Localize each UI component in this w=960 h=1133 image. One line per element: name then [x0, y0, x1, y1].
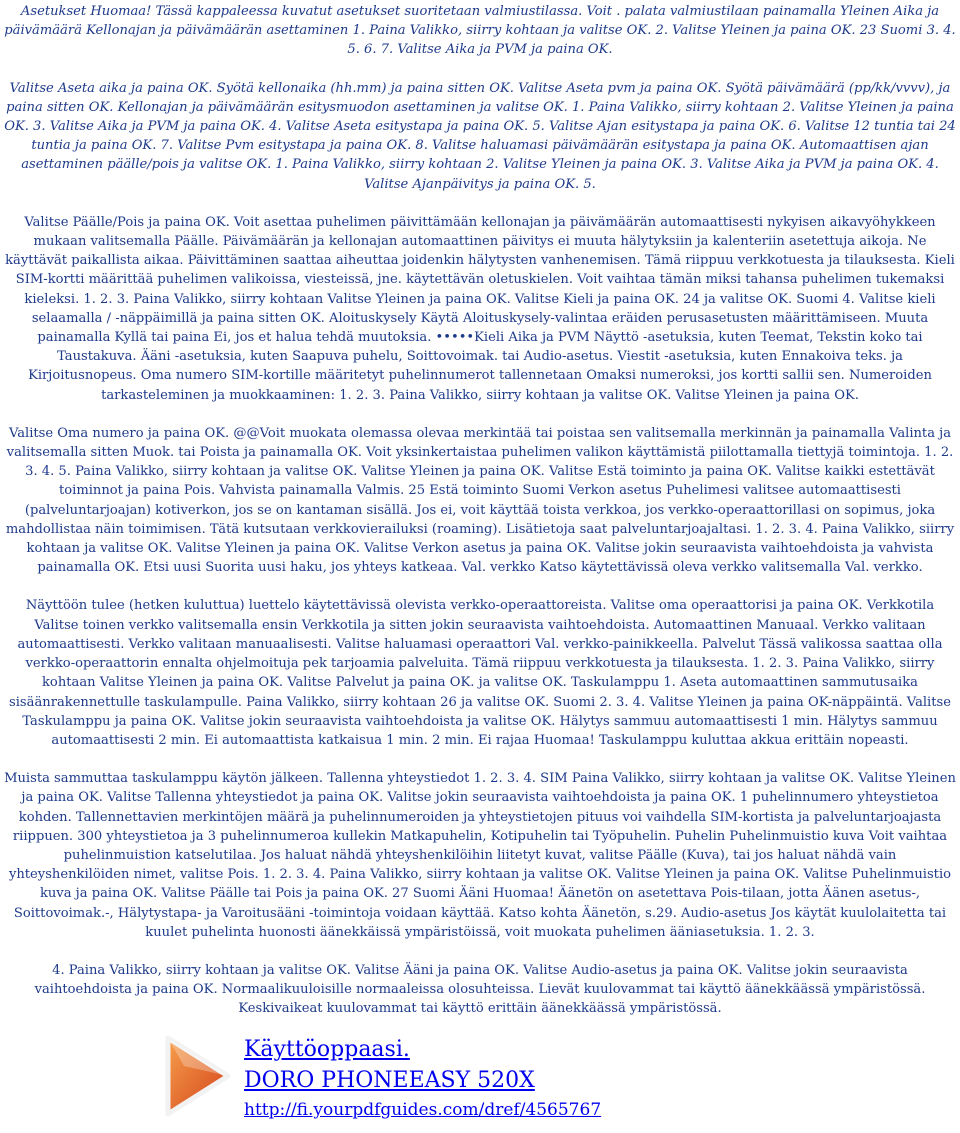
footer: [154, 1032, 954, 1132]
paragraph: Valitse Päälle/Pois ja paina OK. Voit asettaa puhelimen päivittämään kellonajan ja päivämäärän automaattisesti nykyisen aikavyöhykkeen mukaan valitsemalla Päälle. Päivämäärän ja kellonajan automaattinen päivitys ei muuta hälytyksiin ja kalenteriin asetettuja aikoja. Ne käyttävät paikallista aikaa. Päivittäminen saattaa aiheuttaa joidenkin hälytysten vanhenemisen. Tämä riippuu verkkotuesta ja tilauksesta. Kieli SIM-kortti määrittää puhelimen valikoissa, viesteissä, jne. käytettävän oletuskielen. Voit vaihtaa tämän miksi tahansa puhelimen tukemaksi kieleksi. 1. 2. 3. Paina Valikko, siirry kohtaan Valitse Yleinen ja paina OK. Valitse Kieli ja paina OK. 24 ja valitse OK. Suomi 4. Valitse kieli selaamalla / -näppäimillä ja paina sitten OK. Aloituskysely Käytä Aloituskysely-valintaa eräiden perusasetusten määrittämiseen. Muuta painamalla Kyllä tai paina Ei, jos et halua tehdä muutoksia. •••••Kieli Aika ja PVM Näyttö -asetuksia, kuten Teemat, Tekstin koko tai Taustakuva. Ääni -asetuksia, kuten Saapuva puhelu, Soittovoimak. tai Audio-asetus. Viestit -asetuksia, kuten Ennakoiva teks. ja Kirjoitusnopeus. Oma numero SIM-kortille määritetyt puhelinnumerot tallennetaan Omaksi numeroksi, jos kortti sallii sen. Numeroiden tarkasteleminen ja muokkaaminen: 1. 2. 3. Paina Valikko, siirry kohtaan ja valitse OK. Valitse Yleinen ja paina OK.: [5, 214, 955, 403]
document-body: [4, 2, 956, 1019]
paragraph: Muista sammuttaa taskulamppu käytön jälkeen. Tallenna yhteystiedot 1. 2. 3. 4. SIM Paina Valikko, siirry kohtaan ja valitse OK. Valitse Yleinen ja paina OK. Valitse Tallenna yhteystiedot ja paina OK. Valitse jokin seuraavista vaihtoehdoista ja paina OK. 1 puhelinnumero yhteystietoa kohden. Tallennettavien merkintöjen määrä ja puhelinnumeroiden ja yhteystietojen pituus voi vaihdella SIM-kortista ja palveluntarjoajasta riippuen. 300 yhteystietoa ja 3 puhelinnumeroa kullekin Matkapuhelin, Kotipuhelin tai Työpuhelin. Puhelin Puhelinmuistio kuva Voit vaihtaa puhelinmuistion katselutilaa. Jos haluat nähdä yhteyshenkilöihin liitetyt kuvat, valitse Päälle (Kuva), tai jos haluat nähdä vain yhteyshenkilöiden nimet, valitse Pois. 1. 2. 3. 4. Paina Valikko, siirry kohtaan ja valitse OK. Valitse Yleinen ja paina OK. Valitse Puhelinmuistio kuva ja paina OK. Valitse Päälle tai Pois ja paina OK. 27 Suomi Ääni Huomaa! Äänetön on asetettava Pois-tilaan, jotta Äänen asetus-, Soittovoimak.-, Hälytystapa- ja Varoitusääni -toimintoja voidaan käyttää. Katso kohta Äänetön, s.29. Audio-asetus Jos käytät kuulolaitetta tai kuulet puhelinta huonosti äänekkäissä ympäristöissä, voit muokata puhelimen ääniasetuksia. 1. 2. 3.: [4, 771, 956, 940]
url-link[interactable]: http://fi.yourpdfguides.com/dref/4565767: [244, 1100, 602, 1120]
manual-link[interactable]: Käyttöoppaasi.: [244, 1037, 410, 1062]
product-link[interactable]: DORO PHONEEASY 520X: [244, 1068, 535, 1093]
pdf-guides-play-logo-icon: [154, 1032, 234, 1122]
paragraph: Näyttöön tulee (hetken kuluttua) luettelo käytettävissä olevista verkko-operaattoreista. Valitse oma operaattorisi ja paina OK. Verkkotila Valitse toinen verkko valitsemalla ensin Verkkotila ja sitten jokin seuraavista vaihtoehdoista. Automaattinen Manuaal. Verkko valitaan automaattisesti. Verkko valitaan manuaalisesti. Valitse haluamasi operaattori Val. verkko-painikkeella. Palvelut Tässä valikossa saattaa olla verkko-operaattorin ennalta ohjelmoituja pek tarjoamia palveluita. Tämä riippuu verkkotuesta ja tilauksesta. 1. 2. 3. Paina Valikko, siirry kohtaan Valitse Yleinen ja paina OK. Valitse Palvelut ja paina OK. ja valitse OK. Taskulamppu 1. Aseta automaattinen sammutusaika sisäänrakennettulle taskulampulle. Paina Valikko, siirry kohtaan 26 ja valitse OK. Suomi 2. 3. 4. Valitse Yleinen ja paina OK-näppäintä. Valitse Taskulamppu ja paina OK. Valitse jokin seuraavista vaihtoehdoista ja valitse OK. Hälytys sammuu automaattisesti 1 min. Hälytys sammuu automaattisesti 2 min. Ei automaattista katkaisua 1 min. 2 min. Ei rajaa Huomaa! Taskulamppu kuluttaa akkua erittäin nopeasti.: [9, 598, 951, 748]
paragraph: Valitse Oma numero ja paina OK. @@Voit muokata olemassa olevaa merkintää tai poistaa sen valitsemalla merkinnän ja painamalla Valinta ja valitsemalla sitten Muok. tai Poista ja painamalla OK. Voit yksinkertaistaa puhelimen valikon käyttämistä piilottamalla tiettyjä toimintoja. 1. 2. 3. 4. 5. Paina Valikko, siirry kohtaan ja valitse OK. Valitse Yleinen ja paina OK. Valitse Estä toiminto ja paina OK. Valitse kaikki estettävät toiminnot ja paina Pois. Vahvista painamalla Valmis. 25 Estä toiminto Suomi Verkon asetus Puhelimesi valitsee automaattisesti (palveluntarjoajan) kotiverkon, jos se on kantaman sisällä. Jos ei, voit käyttää toista verkkoa, jos verkko-operaattorillasi on sopimus, joka mahdollistaa näin toimimisen. Tätä kutsutaan verkkovierailuksi (roaming). Lisätietoja saat palveluntarjoajaltasi. 1. 2. 3. 4. Paina Valikko, siirry kohtaan ja valitse OK. Valitse Yleinen ja paina OK. Valitse Verkon asetus ja paina OK. Valitse jokin seuraavista vaihtoehdoista ja vahvista painamalla OK. Etsi uusi Suorita uusi haku, jos yhteys katkeaa. Val. verkko Katso käytettävissä oleva verkko valitsemalla Val. verkko.: [5, 425, 955, 576]
paragraph: Asetukset Huomaa! Tässä kappaleessa kuvatut asetukset suoritetaan valmiustilassa. Voit . palata valmiustilaan painamalla Yleinen Aika ja päivämäärä Kellonajan ja päivämäärän asettaminen 1. Paina Valikko, siirry kohtaan ja valitse OK. 2. Valitse Yleinen ja paina OK. 23 Suomi 3. 4. 5. 6. 7. Valitse Aika ja PVM ja paina OK.: [4, 4, 956, 58]
footer-links: [244, 1034, 601, 1124]
paragraph: Valitse Aseta aika ja paina OK. Syötä kellonaika (hh.mm) ja paina sitten OK. Valitse Aseta pvm ja paina OK. Syötä päivämäärä (pp/kk/vvvv), ja paina sitten OK. Kellonajan ja päivämäärän esitysmuodon asettaminen ja valitse OK. 1. Paina Valikko, siirry kohtaan 2. Valitse Yleinen ja paina OK. 3. Valitse Aika ja PVM ja paina OK. 4. Valitse Aseta esitystapa ja paina OK. 5. Valitse Ajan esitystapa ja paina OK. 6. Valitse 12 tuntia tai 24 tuntia ja paina OK. 7. Valitse Pvm esitystapa ja paina OK. 8. Valitse haluamasi päivämäärän esitystapa ja paina OK. Automaattisen ajan asettaminen päälle/pois ja valitse OK. 1. Paina Valikko, siirry kohtaan 2. Valitse Yleinen ja paina OK. 3. Valitse Aika ja PVM ja paina OK. 4. Valitse Ajanpäivitys ja paina OK. 5.: [4, 80, 956, 192]
paragraph: 4. Paina Valikko, siirry kohtaan ja valitse OK. Valitse Ääni ja paina OK. Valitse Audio-asetus ja paina OK. Valitse jokin seuraavista vaihtoehdoista ja paina OK. Normaalikuuloisille normaaleissa olosuhteissa. Lievät kuulovammat tai käyttö äänekkäässä ympäristössä. Keskivaikeat kuulovammat tai käyttö erittäin äänekkäässä ympäristössä.: [34, 962, 926, 1017]
